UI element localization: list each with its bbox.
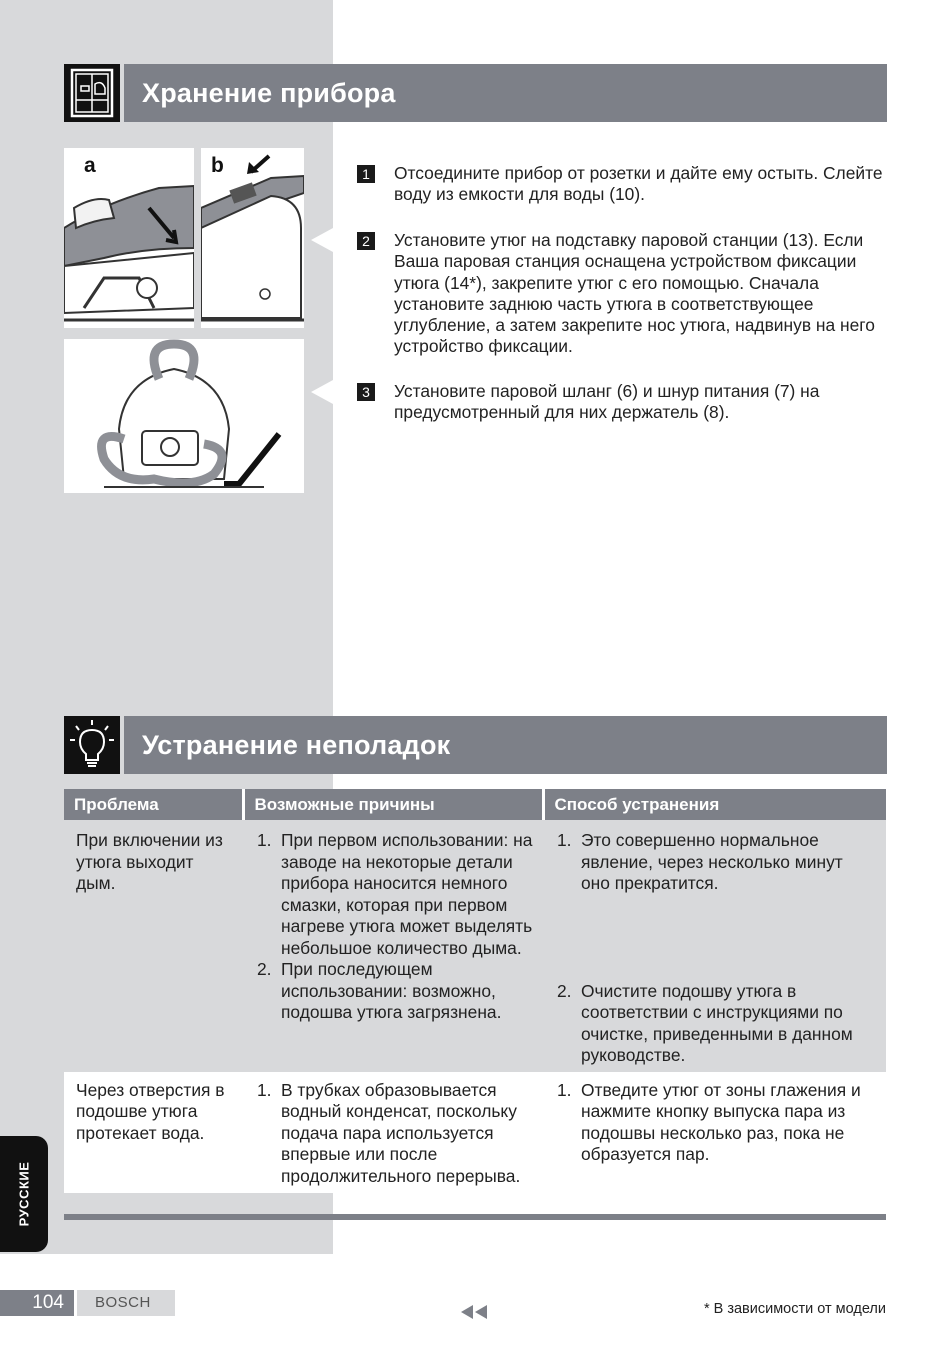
list-number: 1. [257,1079,272,1100]
lightbulb-icon [64,716,120,774]
problem-cell: При включении из утюга выходит дым. [64,820,243,1072]
list-item [255,959,533,1024]
causes-cell [243,1072,543,1194]
storage-section-header [64,64,887,122]
causes-cell [243,820,543,1072]
list-item [255,1080,533,1188]
troubleshooting-table [64,789,886,1193]
list-item [555,981,876,1067]
step-number: 3 [357,383,375,401]
solutions-cell [543,1072,886,1194]
language-tab [0,1136,48,1252]
list-item [555,1080,876,1166]
step-text: Установите утюг на подставку паровой станции (13). Если Ваша паровая станция оснащена устройством фиксации утюга (14*), закрепите утюг с его помощью. Сначала установите заднюю часть утюга в соответствующее углубление, а затем закрепите нос утюга, надвинув на него устройство фиксации. [394,230,875,357]
solutions-cell [543,820,886,1072]
callout-pointer [311,380,333,404]
list-number: 2. [257,959,272,979]
step-number: 1 [357,165,375,183]
page-number: 104 [0,1290,74,1316]
list-text: Отведите утюг от зоны глажения и нажмите кнопку выпуска пара из подошвы несколько раз, пока не образуется пар. [581,1079,861,1164]
language-label: РУССКИЕ [16,1161,32,1227]
list-text: При первом использовании: на заводе на некоторые детали прибора наносится немного смазки, которая при первом нагреве утюга может выделять небольшое количество дыма. [281,830,533,958]
step-text: Установите паровой шланг (6) и шнур питания (7) на предусмотренный для них держатель (8). [394,381,820,423]
list-text: Очистите подошву утюга в соответствии с инструкциями по очистке, приведенными в данном руководстве. [581,980,853,1065]
list-text: В трубках образовывается водный конденсат, поскольку подача пара используется впервые или после продолжительного перерыва. [281,1079,521,1186]
callout-pointer [311,228,333,252]
problem-cell: Через отверстия в подошве утюга протекает вода. [64,1072,243,1194]
column-header: Проблема [64,789,243,820]
list-number: 2. [557,980,572,1001]
table-bottom-rule [64,1214,886,1220]
table-row [64,1072,886,1194]
table-header-row [64,789,886,820]
table-row [64,820,886,1072]
brand-label: BOSCH [77,1290,175,1316]
storage-title: Хранение прибора [124,64,887,122]
back-nav-icon[interactable] [459,1304,489,1325]
step-number: 2 [357,232,375,250]
list-text: При последующем использовании: возможно, подошва утюга загрязнена. [281,959,502,1022]
column-header: Способ устранения [543,789,886,820]
figure-label-a: a [84,154,96,177]
list-item [555,830,876,895]
troubleshooting-title: Устранение неполадок [124,716,887,774]
cabinet-icon [64,64,120,122]
figure-a-iron-on-base [64,148,194,328]
list-number: 1. [557,830,572,850]
figure-label-b: b [211,154,224,177]
list-item [255,830,533,959]
list-number: 1. [257,830,272,850]
figure-hose-storage [64,339,304,493]
model-footnote: * В зависимости от модели [703,1301,886,1317]
column-header: Возможные причины [243,789,543,820]
step-text: Отсоедините прибор от розетки и дайте ему остыть. Слейте воду из емкости для воды (10). [394,163,883,205]
list-text: Это совершенно нормальное явление, через несколько минут оно прекратится. [581,830,843,893]
figure-b-iron-lock [201,148,304,328]
troubleshooting-section-header [64,716,887,774]
list-number: 1. [557,1079,572,1100]
